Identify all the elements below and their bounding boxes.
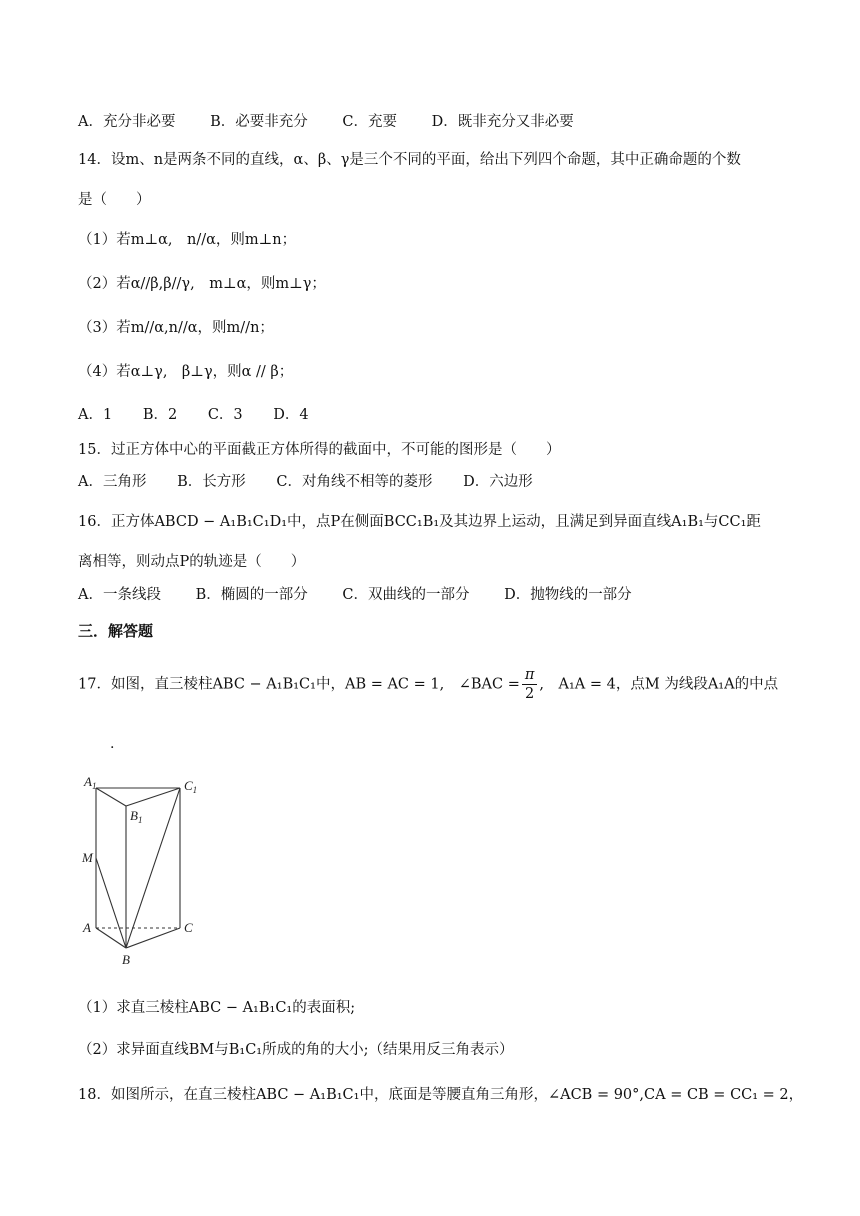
q17-part-2: （2）求异面直线BM与B₁C₁所成的角的大小;（结果用反三角表示） <box>78 1042 514 1058</box>
edge-b1-c1 <box>126 788 180 806</box>
q14-stem-line2: 是（ ） <box>78 192 151 208</box>
prism-figure <box>80 770 200 970</box>
q14-proposition-2: （2）若α//β,β//γ, m⊥α，则m⊥γ； <box>78 276 326 292</box>
q16-stem-line1: 16．正方体ABCD − A₁B₁C₁D₁中，点P在侧面BCC₁B₁及其边界上运动，且满足到异面直线A₁B₁与CC₁距 <box>78 514 761 530</box>
q16-option-a: A．一条线段 <box>78 587 161 603</box>
q13-option-c: C．充要 <box>342 114 397 130</box>
q13-options <box>78 112 604 132</box>
q14-option-c: C．3 <box>207 407 243 423</box>
q14-option-d: D．4 <box>273 407 309 423</box>
q16-stem-line2: 离相等，则动点P的轨迹是（ ） <box>78 554 306 570</box>
q17-fraction <box>522 666 538 703</box>
q15-option-c: C．对角线不相等的菱形 <box>276 474 433 490</box>
q16-options <box>78 585 662 605</box>
label-c1: $C_1$ <box>184 778 198 795</box>
q15-stem: 15．过正方体中心的平面截正方体所得的截面中，不可能的图形是（ ） <box>78 442 561 458</box>
edge-a-b <box>96 928 126 948</box>
edge-b-c <box>126 928 180 948</box>
q17-stem <box>78 666 778 703</box>
q17-stem-part-a: 17．如图，直三棱柱ABC − A₁B₁C₁中，AB = AC = 1, ∠BAC = <box>78 676 520 693</box>
q17-stem-part-b: , A₁A = 4，点M 为线段A₁A的中点 <box>539 676 779 693</box>
q16-option-c: C．双曲线的一部分 <box>342 587 470 603</box>
label-m: M <box>82 850 93 865</box>
q17-trailing-dot: . <box>110 736 115 752</box>
q17-fraction-numerator: π <box>522 666 538 685</box>
q14-proposition-1: （1）若m⊥α, n//α，则m⊥n； <box>78 232 297 248</box>
q16-option-d: D．抛物线的一部分 <box>504 587 632 603</box>
q14-option-b: B．2 <box>142 407 178 423</box>
segment-m-b <box>96 858 126 948</box>
q13-option-b: B．必要非充分 <box>210 114 308 130</box>
q14-option-a: A．1 <box>78 407 113 423</box>
label-a: A <box>83 920 91 935</box>
q18-stem: 18．如图所示，在直三棱柱ABC − A₁B₁C₁中，底面是等腰直角三角形，∠ACB = 90°,CA = CB = CC₁ = 2， <box>78 1087 804 1103</box>
label-b: B <box>122 952 130 967</box>
prism-diagram <box>80 770 200 970</box>
q13-option-a: A．充分非必要 <box>78 114 176 130</box>
edge-a1-b1 <box>96 788 126 806</box>
q14-proposition-4: （4）若α⊥γ, β⊥γ，则α // β； <box>78 364 294 380</box>
q15-option-a: A．三角形 <box>78 474 147 490</box>
label-a1: $A_1$ <box>84 774 97 791</box>
q14-proposition-3: （3）若m//α,n//α，则m//n； <box>78 320 274 336</box>
q16-option-b: B．椭圆的一部分 <box>195 587 308 603</box>
q15-option-d: D．六边形 <box>463 474 533 490</box>
q15-options <box>78 472 559 492</box>
q17-part-1: （1）求直三棱柱ABC − A₁B₁C₁的表面积; <box>78 1000 356 1016</box>
q17-fraction-denominator: 2 <box>525 686 535 702</box>
q14-options <box>78 405 335 425</box>
q14-stem-line1: 14．设m、n是两条不同的直线，α、β、γ是三个不同的平面，给出下列四个命题，其中正确命题的个数 <box>78 152 741 168</box>
section-heading: 三．解答题 <box>78 622 154 640</box>
q13-option-d: D．既非充分又非必要 <box>431 114 574 130</box>
label-b1: $B_1$ <box>130 808 143 825</box>
q15-option-b: B．长方形 <box>177 474 246 490</box>
label-c: C <box>184 920 193 935</box>
